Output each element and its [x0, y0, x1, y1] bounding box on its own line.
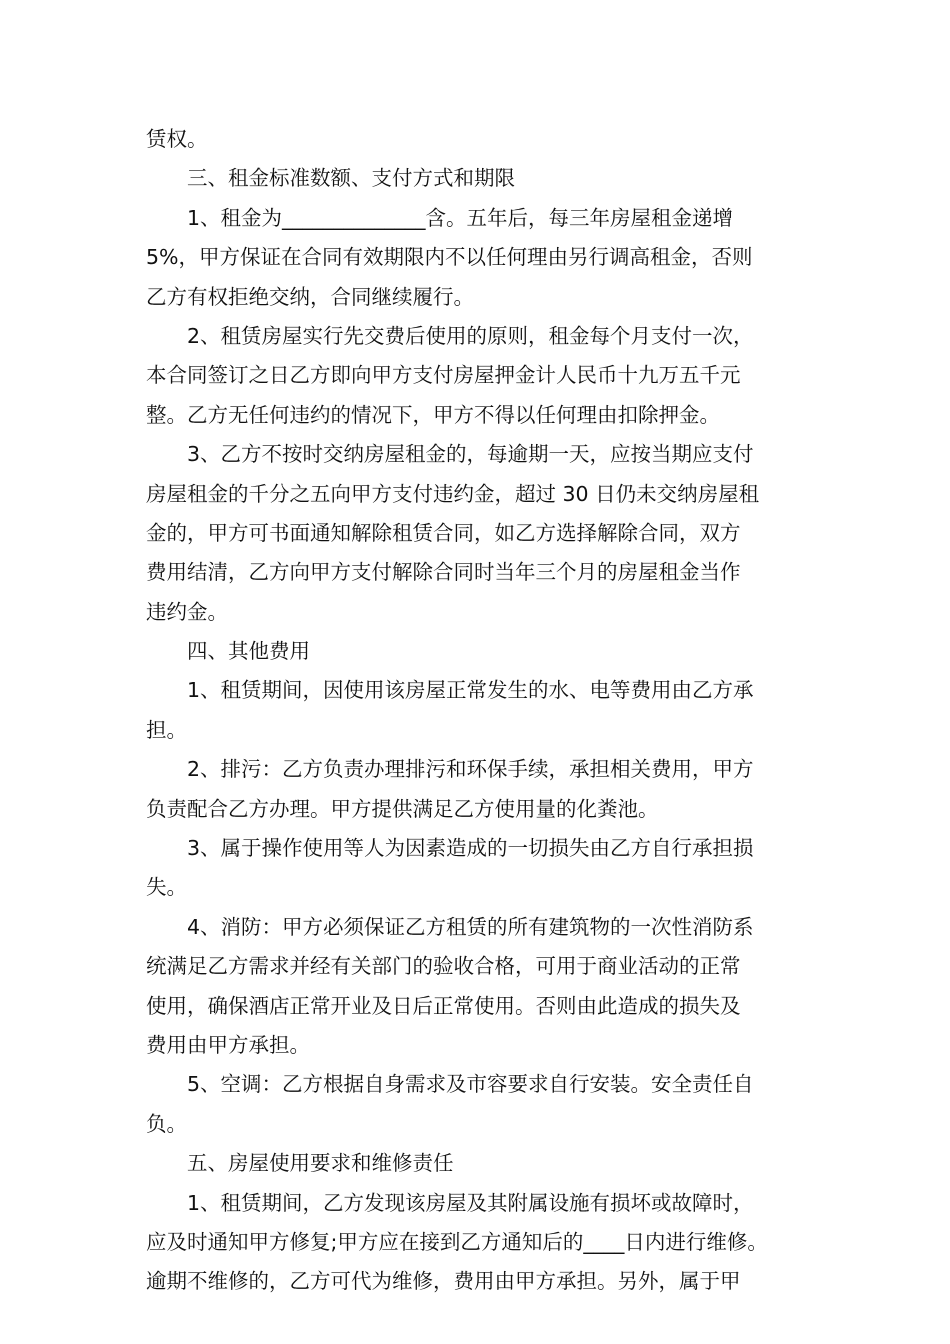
text-line: 违约金。: [146, 599, 228, 624]
text-line: 统满足乙方需求并经有关部门的验收合格，可用于商业活动的正常: [146, 954, 741, 979]
text-line: 费用由甲方承担。: [146, 1032, 310, 1057]
text-line: 本合同签订之日乙方即向甲方支付房屋押金计人民币十九万五千元: [146, 363, 741, 388]
text-line: 失。: [146, 875, 187, 900]
text-line: 2、排污：乙方负责办理排污和环保手续，承担相关费用，甲方: [187, 757, 754, 782]
document-body: [146, 120, 818, 1302]
text-line: 四、其他费用: [187, 639, 310, 664]
text-line: 赁权。: [146, 127, 208, 151]
text-line: 4、消防：甲方必须保证乙方租赁的所有建筑物的一次性消防系: [187, 914, 754, 939]
text-line: 三、租金标准数额、支付方式和期限: [187, 166, 515, 191]
text-line: 2、租赁房屋实行先交费后使用的原则，租金每个月支付一次，: [187, 323, 754, 348]
text-line: 3、属于操作使用等人为因素造成的一切损失由乙方自行承担损: [187, 836, 754, 861]
text-line: 费用结清，乙方向甲方支付解除合同时当年三个月的房屋租金当作: [146, 560, 741, 585]
text-line: 使用，确保酒店正常开业及日后正常使用。否则由此造成的损失及: [146, 993, 741, 1018]
text-line: 整。乙方无任何违约的情况下，甲方不得以任何理由扣除押金。: [146, 402, 720, 427]
text-line: 3、乙方不按时交纳房屋租金的，每逾期一天，应按当期应支付: [187, 442, 754, 467]
text-line: 5、空调：乙方根据自身需求及市容要求自行安装。安全责任自: [187, 1072, 754, 1097]
text-line: 1、租赁期间，因使用该房屋正常发生的水、电等费用由乙方承: [187, 678, 754, 703]
text-line: 五、房屋使用要求和维修责任: [187, 1151, 454, 1176]
text-line: 负责配合乙方办理。甲方提供满足乙方使用量的化粪池。: [146, 796, 659, 821]
text-line: 负。: [146, 1111, 187, 1136]
text-line: 逾期不维修的，乙方可代为维修，费用由甲方承担。另外，属于甲: [146, 1269, 741, 1294]
text-line: 5%，甲方保证在合同有效期限内不以任何理由另行调高租金，否则: [146, 245, 753, 270]
text-line: 乙方有权拒绝交纳，合同继续履行。: [146, 284, 474, 309]
text-line: 应及时通知甲方修复;甲方应在接到乙方通知后的____日内进行维修。: [146, 1229, 768, 1254]
text-line: 金的，甲方可书面通知解除租赁合同，如乙方选择解除合同，双方: [146, 520, 741, 545]
text-line: 房屋租金的千分之五向甲方支付违约金，超过 30 日仍未交纳房屋租: [146, 481, 760, 506]
text-line: 1、租金为______________含。五年后，每三年房屋租金递增: [187, 205, 734, 230]
text-line: 担。: [146, 717, 187, 742]
text-line: 1、租赁期间，乙方发现该房屋及其附属设施有损坏或故障时，: [187, 1190, 754, 1215]
